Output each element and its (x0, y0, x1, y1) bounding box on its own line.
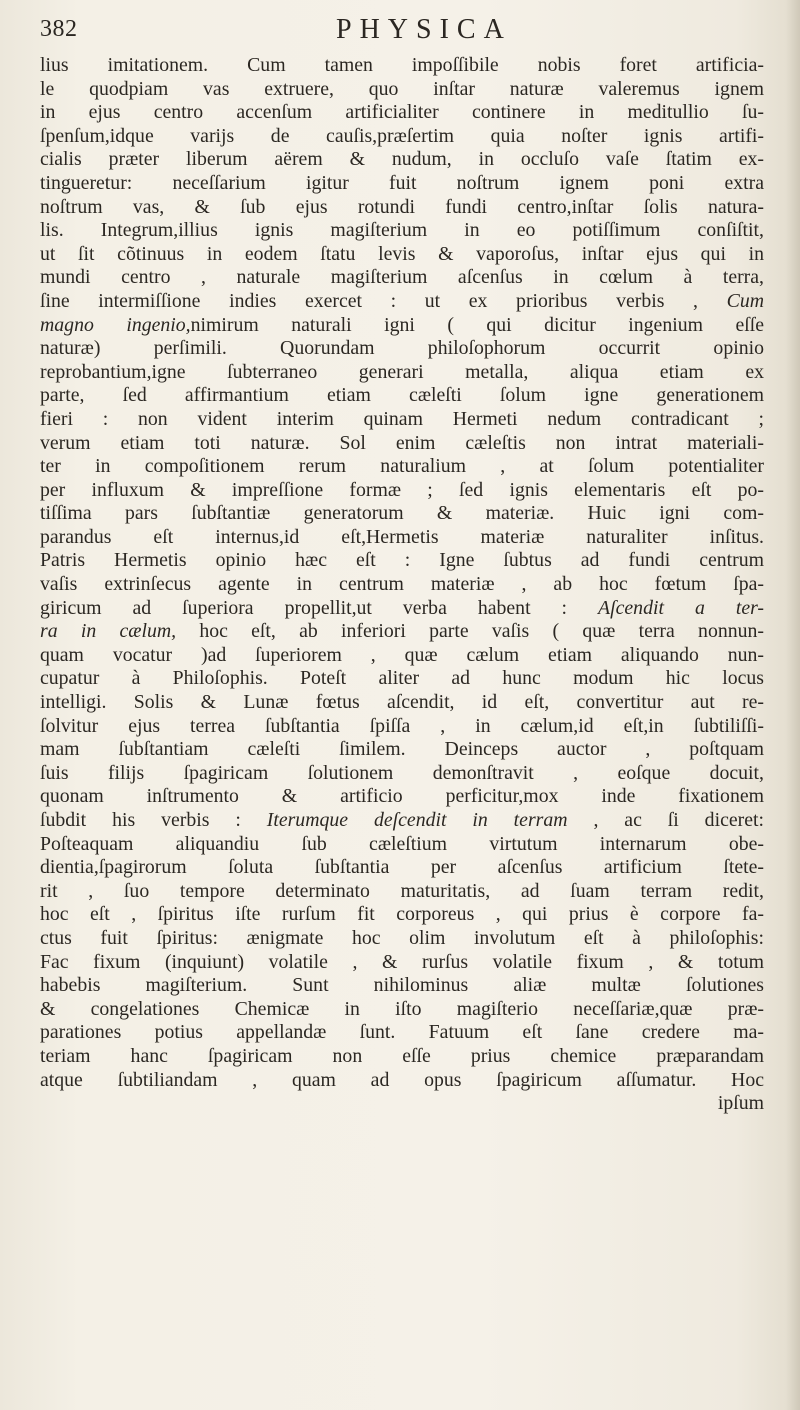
text-line: lis. Integrum,illius ignis magiſterium in eo potiſſimum conſiſtit, (40, 219, 764, 242)
text-line: ipſum (717, 1092, 764, 1115)
text-line: noſtrum vas, & ſub ejus rotundi fundi centro,inſtar ſolis natura- (40, 195, 764, 218)
page-header (40, 14, 760, 54)
text-line: in ejus centro accenſum artificialiter continere in meditullio ſu- (40, 101, 764, 124)
text-line: dientia,ſpagirorum ſoluta ſubſtantia per aſcenſus artificium ſtete- (40, 856, 764, 879)
text-line: ſpenſum,idque varijs de cauſis,præſertim quia noſter ignis artifi- (40, 124, 764, 147)
page-edge-shadow (786, 0, 800, 1410)
text-line: rit , ſuo tempore determinato maturitatis, ad ſuam terram redit, (40, 879, 764, 902)
text-line: giricum ad ſuperiora propellit,ut verba habent : Aſcendit a ter- (40, 596, 764, 619)
text-line: ctus fuit ſpiritus: ænigmate hoc olim involutum eſt à philoſophis: (40, 926, 764, 949)
text-line: per influxum & impreſſione formæ ; ſed ignis elementaris eſt po- (40, 478, 764, 501)
text-line: parationes potius appellandæ ſunt. Fatuum eſt ſane credere ma- (40, 1021, 764, 1044)
text-line: Poſteaquam aliquandiu ſub cæleſtium virtutum internarum obe- (40, 832, 764, 855)
text-line: lius imitationem. Cum tamen impoſſibile nobis foret artificia- (40, 54, 764, 76)
text-line: ſine intermiſſione indies exercet : ut ex prioribus verbis , Cum (40, 289, 764, 312)
text-line: & congelationes Chemicæ in iſto magiſterio neceſſariæ,quæ præ- (40, 997, 764, 1020)
text-line: cupatur à Philoſophis. Poteſt aliter ad hunc modum hic locus (40, 667, 764, 690)
text-line: verum etiam toti naturæ. Sol enim cæleſtis non intrat materiali- (40, 431, 764, 454)
text-line: tingueretur: neceſſarium igitur fuit noſtrum ignem poni extra (40, 171, 764, 194)
text-line: quam vocatur )ad ſuperiorem , quæ cælum etiam aliquando nun- (40, 643, 764, 666)
text-line: magno ingenio,nimirum naturali igni ( qui dicitur ingenium eſſe (40, 313, 764, 336)
text-line: reprobantium,igne ſubterraneo generari metalla, aliqua etiam ex (40, 360, 764, 383)
text-line: ter in compoſitionem rerum naturalium , at ſolum potentialiter (40, 455, 764, 478)
text-line: intelligi. Solis & Lunæ fœtus aſcendit, id eſt, convertitur aut re- (40, 691, 764, 714)
text-line: teriam hanc ſpagiricam non eſſe prius chemice præparandam (40, 1044, 764, 1067)
text-line: parte, ſed affirmantium etiam cæleſti ſolum igne generationem (40, 384, 764, 407)
text-line: naturæ) perſimili. Quorundam philoſophorum occurrit opinio (40, 337, 764, 360)
text-line: Patris Hermetis opinio hæc eſt : Igne ſubtus ad fundi centrum (40, 549, 764, 572)
text-line: mundi centro , naturale magiſterium aſcenſus in cœlum à terra, (40, 266, 764, 289)
text-line: ſuis filijs ſpagiricam ſolutionem demonſtravit , eoſque docuit, (40, 761, 764, 784)
page-number: 382 (40, 16, 78, 42)
text-line: cialis præter liberum aërem & nudum, in occluſo vaſe ſtatim ex- (40, 148, 764, 171)
text-line: parandus eſt internus,id eſt,Hermetis materiæ naturaliter inſitus. (40, 525, 764, 548)
text-line: fieri : non vident interim quinam Hermeti nedum contradicant ; (40, 407, 764, 430)
text-line: Fac fixum (inquiunt) volatile , & rurſus volatile fixum , & totum (40, 950, 764, 973)
body-text (40, 54, 764, 1116)
running-title: PHYSICA (336, 14, 512, 45)
text-line: habebis magiſterium. Sunt nihilominus aliæ multæ ſolutiones (40, 974, 764, 997)
text-line: ſubdit his verbis : Iterumque deſcendit in terram , ac ſi diceret: (40, 809, 764, 831)
text-line: vaſis extrinſecus agente in centrum materiæ , ab hoc fœtum ſpa- (40, 573, 764, 596)
text-line: mam ſubſtantiam cæleſti ſimilem. Deinceps auctor , poſtquam (40, 738, 764, 761)
text-line: atque ſubtiliandam , quam ad opus ſpagiricum aſſumatur. Hoc (40, 1068, 764, 1091)
text-line: ut ſit cõtinuus in eodem ſtatu levis & vaporoſus, inſtar ejus qui in (40, 242, 764, 265)
text-line: hoc eſt , ſpiritus iſte rurſum fit corporeus , qui prius è corpore fa- (40, 903, 764, 926)
text-line: ra in cælum, hoc eſt, ab inferiori parte vaſis ( quæ terra nonnun- (40, 620, 764, 643)
text-line: quonam inſtrumento & artificio perficitur,mox inde fixationem (40, 785, 764, 808)
text-line: tiſſima pars ſubſtantiæ generatorum & materiæ. Huic igni com- (40, 502, 764, 525)
text-line: le quodpiam vas extruere, quo inſtar naturæ valeremus ignem (40, 77, 764, 100)
text-line: ſolvitur ejus terrea ſubſtantia ſpiſſa , in cælum,id eſt,in ſubtiliſſi- (40, 714, 764, 737)
